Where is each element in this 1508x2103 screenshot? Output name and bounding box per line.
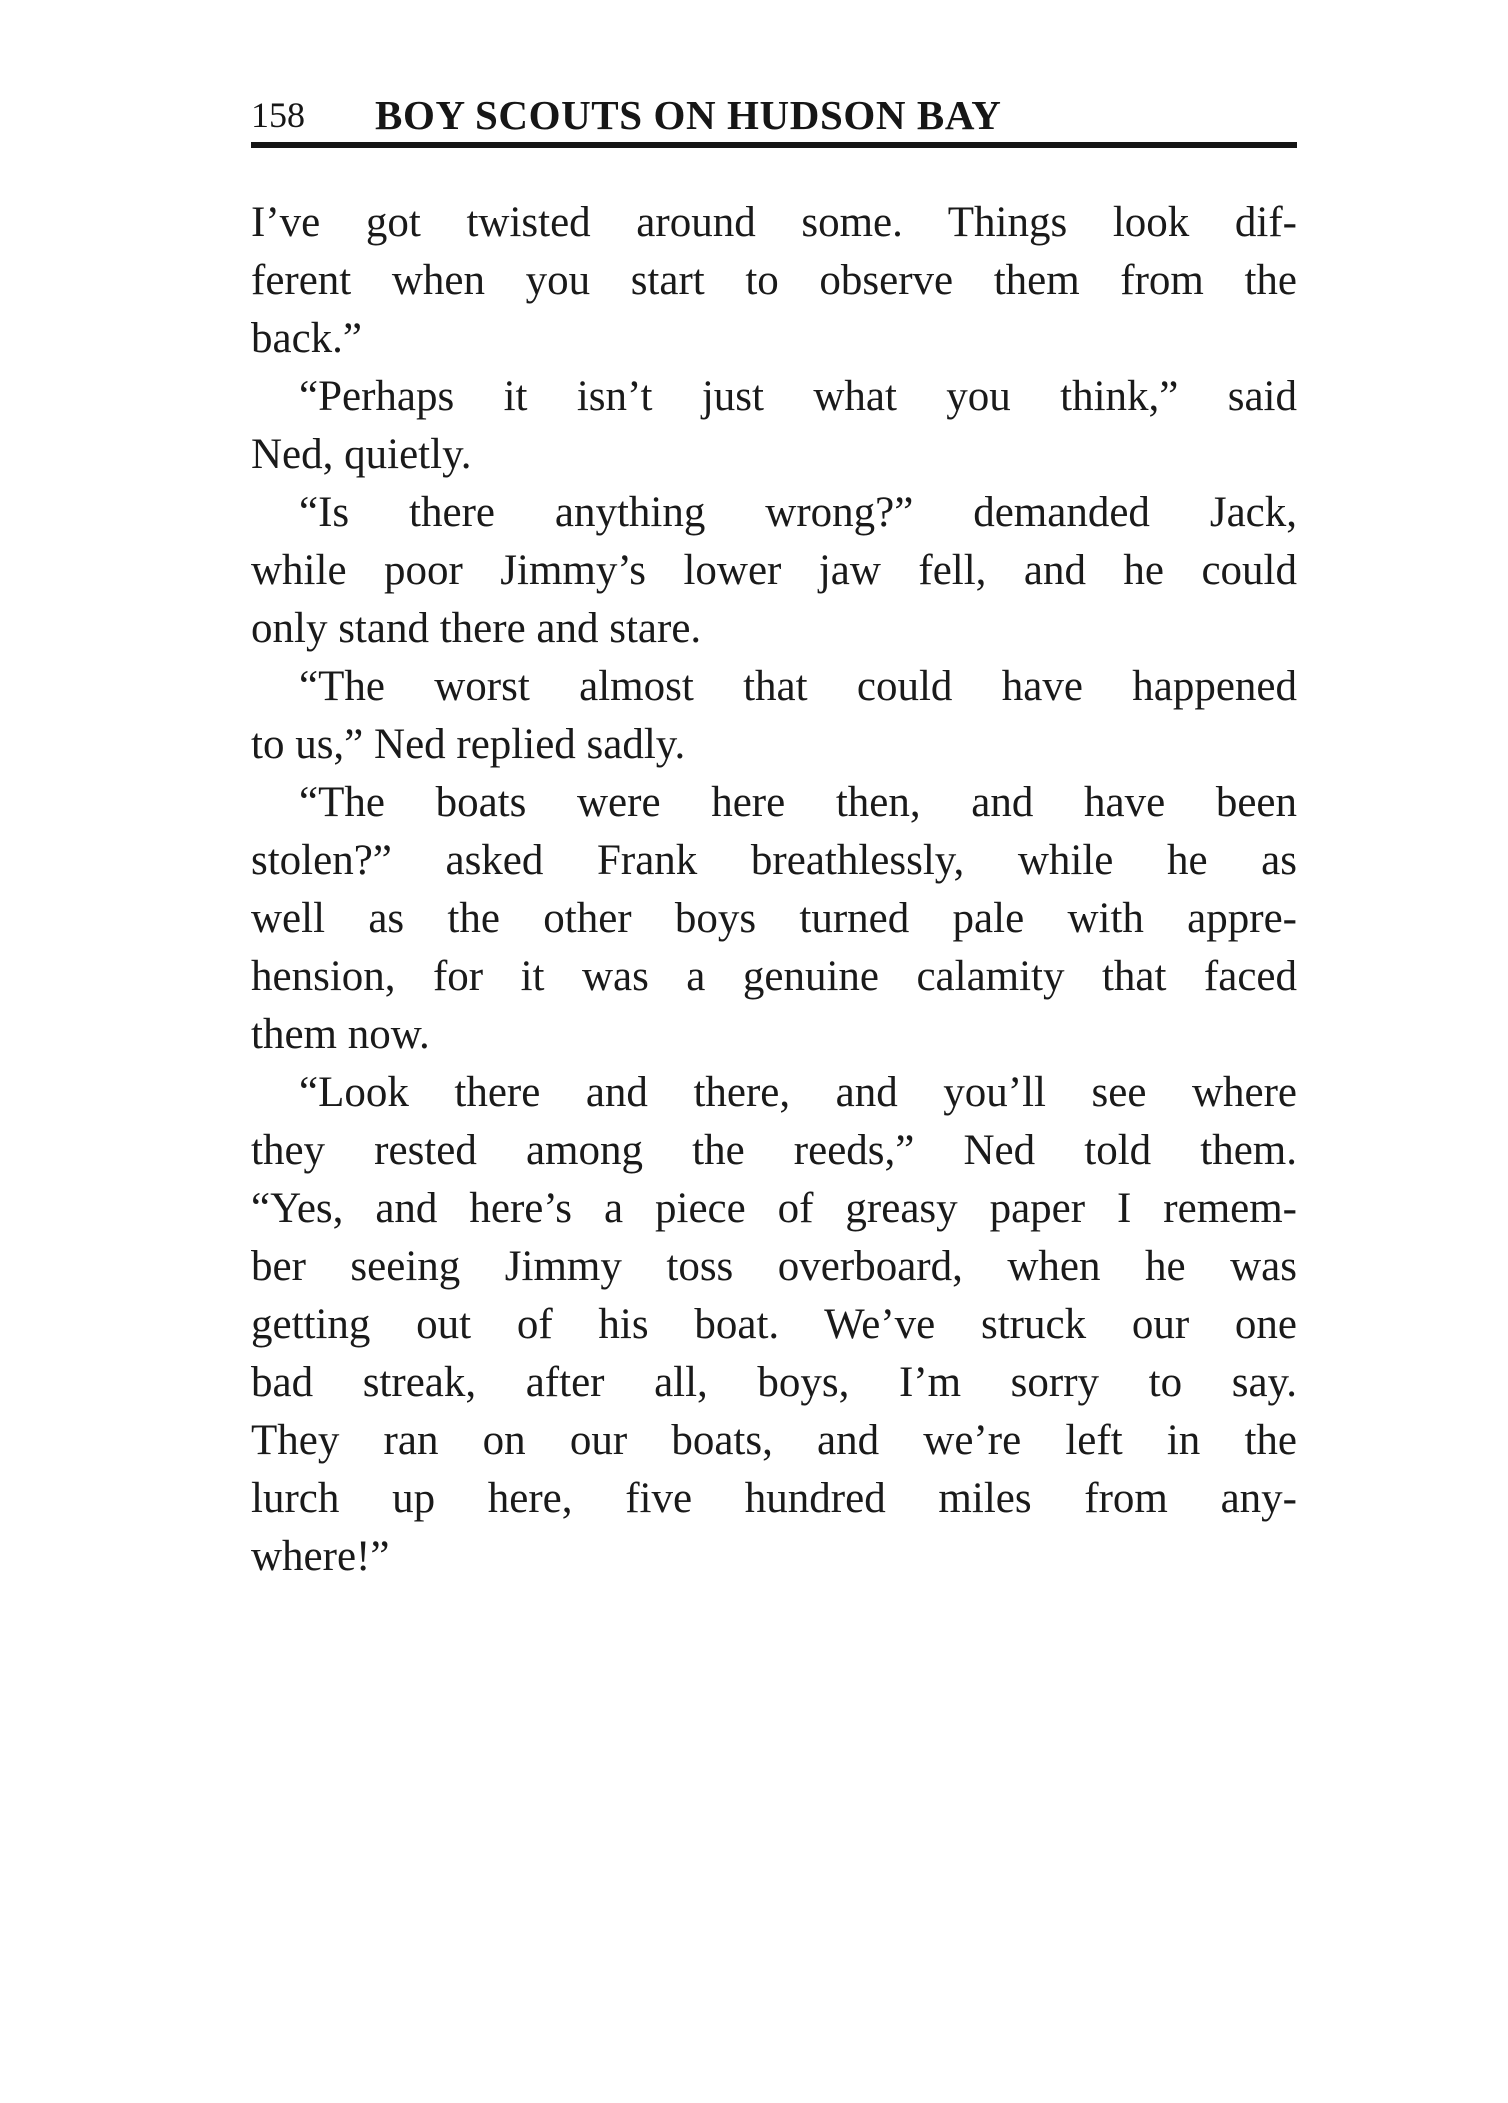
running-head	[251, 92, 1297, 138]
text-line: they rested among the reeds,” Ned told them.	[251, 1127, 1297, 1174]
text-line: “The boats were here then, and have been	[299, 779, 1297, 826]
text-line: getting out of his boat. We’ve struck our one	[251, 1301, 1297, 1348]
header-rule	[251, 142, 1297, 148]
text-line: “Is there anything wrong?” demanded Jack,	[299, 489, 1297, 536]
text-line: lurch up here, five hundred miles from any-	[251, 1475, 1297, 1522]
text-line: “Yes, and here’s a piece of greasy paper I remem-	[251, 1185, 1297, 1232]
text-line: ferent when you start to observe them from the	[251, 257, 1297, 304]
text-line: “The worst almost that could have happened	[299, 663, 1297, 710]
body-text	[251, 194, 1297, 1586]
text-line: “Perhaps it isn’t just what you think,” said	[299, 373, 1297, 420]
running-title: BOY SCOUTS ON HUDSON BAY	[375, 92, 1002, 138]
text-line: well as the other boys turned pale with appre-	[251, 895, 1297, 942]
text-line: only stand there and stare.	[251, 605, 702, 652]
text-line: stolen?” asked Frank breathlessly, while he as	[251, 837, 1297, 884]
text-line: where!”	[251, 1533, 390, 1580]
text-line: “Look there and there, and you’ll see where	[299, 1069, 1297, 1116]
text-line: them now.	[251, 1011, 430, 1058]
text-line: I’ve got twisted around some. Things look dif-	[251, 199, 1297, 246]
page-number: 158	[251, 95, 305, 135]
text-line: back.”	[251, 315, 363, 362]
text-line: while poor Jimmy’s lower jaw fell, and he could	[251, 547, 1297, 594]
text-line: They ran on our boats, and we’re left in the	[251, 1417, 1297, 1464]
text-line: hension, for it was a genuine calamity that faced	[251, 953, 1297, 1000]
text-line: Ned, quietly.	[251, 431, 472, 478]
text-line: bad streak, after all, boys, I’m sorry to say.	[251, 1359, 1297, 1406]
text-line: to us,” Ned replied sadly.	[251, 721, 686, 768]
text-line: ber seeing Jimmy toss overboard, when he was	[251, 1243, 1297, 1290]
